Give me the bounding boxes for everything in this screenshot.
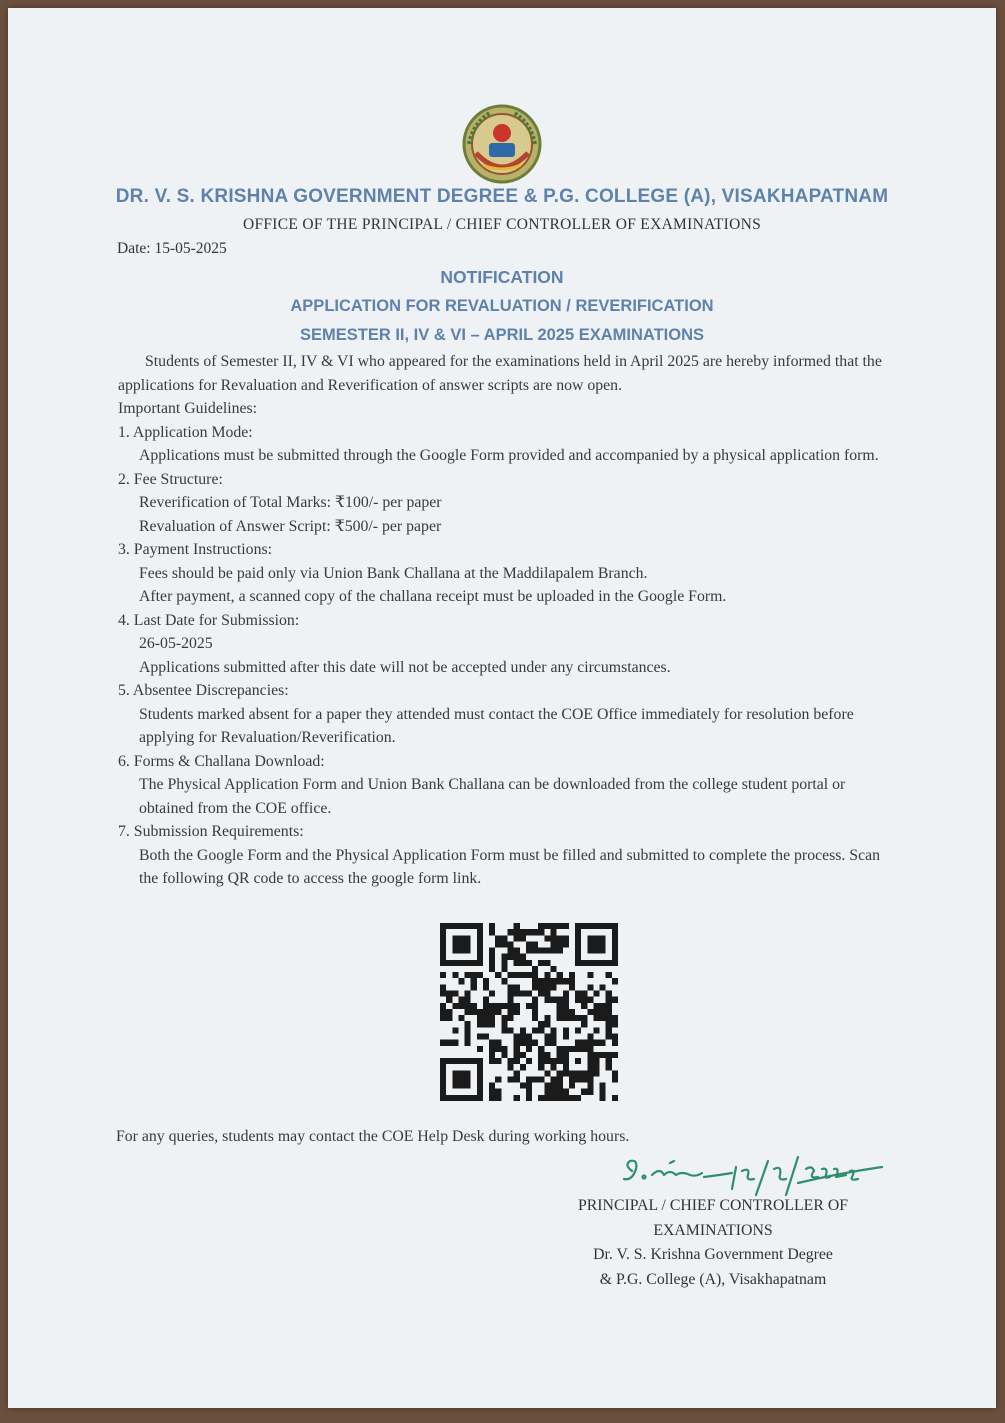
signatory-title-cont: EXAMINATIONS (653, 1221, 773, 1239)
office-line: OFFICE OF THE PRINCIPAL / CHIEF CONTROLLER OF EXAMINATIONS (242, 216, 762, 233)
notification-heading: NOTIFICATION (440, 267, 564, 287)
notice-date: Date: 15-05-2025 (117, 240, 227, 257)
guideline-line: Revaluation of Answer Script: ₹500/- per paper (139, 517, 442, 535)
college-emblem-icon (461, 103, 543, 185)
guideline-line: 26-05-2025 (139, 635, 213, 652)
guideline-item-7 (118, 820, 888, 891)
guideline-title: 3. Payment Instructions: (118, 541, 273, 558)
guideline-line: Fees should be paid only via Union Bank Challana at the Maddilapalem Branch. (139, 564, 648, 582)
subject-heading: APPLICATION FOR REVALUATION / REVERIFICATION (290, 297, 714, 315)
guideline-title: 5. Absentee Discrepancies: (118, 682, 289, 699)
signature-block (553, 1194, 873, 1292)
notice-paper (8, 8, 996, 1408)
intro-paragraph: Students of Semester II, IV & VI who appeared for the examinations held in April 2025 are hereby informed that the applications for Revaluation and Reverification of answer scripts are now open. (118, 353, 882, 394)
guideline-title: 1. Application Mode: (118, 423, 253, 441)
guideline-item-5 (118, 679, 888, 750)
guideline-line: Both the Google Form and the Physical Application Form must be filled and submitted to complete the process. Scan the following QR code to access the google form link. (139, 846, 881, 887)
qr-code-icon[interactable] (440, 923, 618, 1101)
guideline-line: Reverification of Total Marks: ₹100/- per paper (139, 494, 442, 511)
guideline-title: 6. Forms & Challana Download: (118, 752, 325, 770)
guideline-item-3 (118, 538, 888, 609)
guideline-line: The Physical Application Form and Union Bank Challana can be downloaded from the college student portal or obtained from the COE office. (139, 776, 846, 817)
semester-heading: SEMESTER II, IV & VI – APRIL 2025 EXAMINATIONS (299, 326, 705, 344)
signatory-title: PRINCIPAL / CHIEF CONTROLLER OF (577, 1197, 849, 1214)
guideline-line: After payment, a scanned copy of the challana receipt must be uploaded in the Google Form. (139, 588, 727, 605)
college-name: DR. V. S. KRISHNA GOVERNMENT DEGREE & P.G. COLLEGE (A), VISAKHAPATNAM (115, 186, 889, 207)
handwritten-signature (620, 1153, 885, 1198)
guideline-line: Applications submitted after this date will not be accepted under any circumstances. (139, 658, 671, 676)
guidelines-heading: Important Guidelines: (118, 400, 258, 417)
guideline-line: Students marked absent for a paper they attended must contact the COE Office immediately for resolution before applying for Revaluation/Reverification. (139, 705, 854, 746)
guideline-title: 7. Submission Requirements: (118, 823, 304, 840)
guideline-item-1 (118, 421, 888, 468)
signatory-college-cont: & P.G. College (A), Visakhapatnam (599, 1270, 827, 1288)
guideline-item-4 (118, 609, 888, 680)
guideline-line: Applications must be submitted through the Google Form provided and accompanied by a physical application form. (139, 447, 879, 464)
notice-body (118, 350, 888, 891)
signatory-college: Dr. V. S. Krishna Government Degree (593, 1246, 833, 1263)
guideline-title: 2. Fee Structure: (118, 470, 223, 488)
guideline-item-6 (118, 750, 888, 821)
queries-line: For any queries, students may contact the COE Help Desk during working hours. (116, 1128, 630, 1145)
guideline-title: 4. Last Date for Submission: (118, 611, 300, 629)
guideline-item-2 (118, 468, 888, 539)
